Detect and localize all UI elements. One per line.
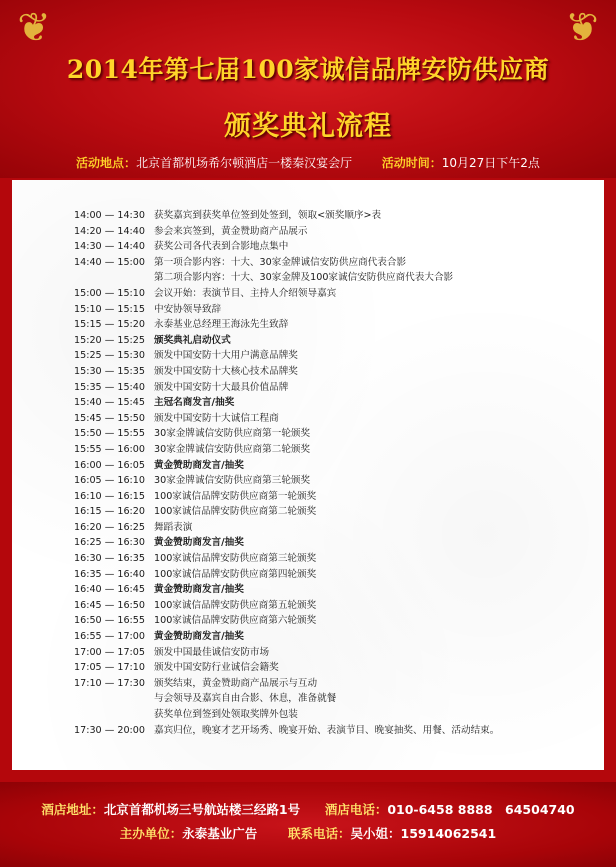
schedule-item-text: 颁发中国安防行业诚信会籍奖 <box>154 662 279 674</box>
organizer-info <box>0 824 616 842</box>
schedule-time: 17:05 — 17:10 <box>74 662 145 674</box>
hotel-address-label: 酒店地址： <box>41 802 104 817</box>
schedule-item-text: 颁奖典礼启动仪式 <box>154 334 231 346</box>
schedule-time: 15:10 — 15:15 <box>74 303 145 315</box>
schedule-item-text: 主冠名商发言/抽奖 <box>154 397 235 409</box>
schedule-time: 16:45 — 16:50 <box>74 599 145 611</box>
schedule-time: 14:40 — 15:00 <box>74 256 145 268</box>
poster-footer <box>0 782 616 867</box>
schedule-time: 15:35 — 15:40 <box>74 381 145 393</box>
schedule-time: 16:50 — 16:55 <box>74 615 145 627</box>
schedule-item-text: 30家金牌诚信安防供应商第一轮颁奖 <box>154 428 311 440</box>
schedule-time: 15:20 — 15:25 <box>74 334 145 346</box>
schedule-item-text: 100家诚信品牌安防供应商第五轮颁奖 <box>154 599 317 611</box>
schedule-item-text: 100家诚信品牌安防供应商第一轮颁奖 <box>154 490 317 502</box>
schedule-item-text: 100家诚信品牌安防供应商第三轮颁奖 <box>154 553 317 565</box>
schedule-time: 15:25 — 15:30 <box>74 350 145 362</box>
event-info <box>0 154 616 171</box>
schedule-time: 16:30 — 16:35 <box>74 553 145 565</box>
schedule-item-text: 永泰基业总经理王海泳先生致辞 <box>154 319 289 331</box>
contact-value: 吴小姐：15914062541 <box>350 826 497 841</box>
schedule-item-text: 舞蹈表演 <box>154 521 193 533</box>
schedule-item-text: 100家诚信品牌安防供应商第六轮颁奖 <box>154 615 317 627</box>
schedule-item-text: 100家诚信品牌安防供应商第四轮颁奖 <box>154 568 317 580</box>
schedule-time: 17:00 — 17:05 <box>74 646 145 658</box>
schedule-item-text: 中安协领导致辞 <box>154 303 222 315</box>
schedule-time: 16:40 — 16:45 <box>74 584 145 596</box>
poster-title-line2: 颁奖典礼流程 <box>224 111 392 142</box>
corner-ornament-icon: ❦ <box>565 5 599 51</box>
schedule-time: 15:40 — 15:45 <box>74 397 145 409</box>
schedule-item-text: 颁发中国最佳诚信安防市场 <box>154 646 270 658</box>
schedule-time: 16:05 — 16:10 <box>74 475 145 487</box>
schedule-time: 16:55 — 17:00 <box>74 631 145 643</box>
schedule-time: 15:55 — 16:00 <box>74 443 145 455</box>
schedule-item-text: 获奖单位到签到处领取奖牌外包装 <box>154 709 298 720</box>
schedule-time: 17:10 — 17:30 <box>74 677 145 689</box>
contact-label: 联系电话： <box>288 826 351 841</box>
schedule-item-text: 获奖嘉宾到获奖单位签到处签到，领取<颁奖顺序>表 <box>154 210 382 221</box>
schedule-item-text: 黄金赞助商发言/抽奖 <box>154 537 244 549</box>
schedule-item-text: 颁发中国安防十大诚信工程商 <box>154 412 279 424</box>
schedule-time: 15:30 — 15:35 <box>74 365 145 377</box>
hotel-address: 北京首都机场三号航站楼三经路1号 <box>103 802 301 817</box>
schedule-time: 16:00 — 16:05 <box>74 459 145 471</box>
schedule-item-text: 黄金赞助商发言/抽奖 <box>154 584 244 596</box>
schedule-time: 15:15 — 15:20 <box>74 319 145 331</box>
schedule-item-text: 黄金赞助商发言/抽奖 <box>154 631 244 643</box>
hotel-phone: 010-6458 8888 64504740 <box>387 802 575 817</box>
schedule-item-text: 与会领导及嘉宾自由合影、休息，准备就餐 <box>154 693 337 705</box>
schedule-time: 16:35 — 16:40 <box>74 568 145 580</box>
location-label: 活动地点： <box>76 156 137 170</box>
schedule-time: 14:00 — 14:30 <box>74 210 145 221</box>
schedule-item-text: 第一项合影内容：十大、30家金牌诚信安防供应商代表合影 <box>154 256 407 268</box>
schedule-time: 17:30 — 20:00 <box>74 724 145 736</box>
schedule-time: 16:20 — 16:25 <box>74 521 145 533</box>
organizer-value: 永泰基业广告 <box>182 826 258 841</box>
schedule-item-text: 参会来宾签到，黄金赞助商产品展示 <box>154 225 308 237</box>
schedule-item-text: 第二项合影内容：十大、30家金牌及100家诚信安防供应商代表大合影 <box>154 272 454 284</box>
schedule-item-text: 30家金牌诚信安防供应商第三轮颁奖 <box>154 475 311 487</box>
schedule-item-text: 黄金赞助商发言/抽奖 <box>154 459 244 471</box>
schedule-item-text: 颁发中国安防十大核心技术品牌奖 <box>154 365 298 377</box>
schedule-item-text: 30家金牌诚信安防供应商第二轮颁奖 <box>154 443 311 455</box>
hotel-phone-label: 酒店电话： <box>324 802 388 817</box>
schedule-time: 15:00 — 15:10 <box>74 287 145 299</box>
schedule-time: 14:20 — 14:40 <box>74 225 145 237</box>
schedule-time: 16:25 — 16:30 <box>74 537 145 549</box>
time-value: 10月27日下午2点 <box>441 156 540 170</box>
schedule-item-text: 颁发中国安防十大用户满意品牌奖 <box>154 350 298 362</box>
schedule-time: 15:45 — 15:50 <box>74 412 145 424</box>
schedule-item-text: 获奖公司各代表到合影地点集中 <box>154 241 289 253</box>
schedule-time: 16:15 — 16:20 <box>74 506 145 518</box>
organizer-label: 主办单位： <box>119 826 183 841</box>
schedule-item-text: 会议开始：表演节目、主持人介绍领导嘉宾 <box>154 287 337 299</box>
schedule-panel <box>12 180 604 770</box>
schedule-item-text: 100家诚信品牌安防供应商第二轮颁奖 <box>154 506 317 518</box>
poster-header <box>0 0 616 178</box>
schedule-time: 16:10 — 16:15 <box>74 490 145 502</box>
location-value: 北京首都机场希尔顿酒店一楼秦汉宴会厅 <box>136 156 353 170</box>
time-label: 活动时间： <box>381 156 442 170</box>
poster-title-line1: 2014年第七届100家诚信品牌安防供应商 <box>66 55 550 84</box>
schedule-time: 14:30 — 14:40 <box>74 241 145 253</box>
corner-ornament-icon: ❦ <box>17 5 51 51</box>
schedule-item-text: 颁奖结束，黄金赞助商产品展示与互动 <box>154 677 318 689</box>
schedule-item-text: 颁发中国安防十大最具价值品牌 <box>154 381 289 393</box>
hotel-info <box>0 800 616 818</box>
schedule-item-text: 嘉宾归位，晚宴才艺开场秀、晚宴开始、表演节目、晚宴抽奖、用餐、活动结束。 <box>154 724 500 736</box>
schedule-time: 15:50 — 15:55 <box>74 428 145 440</box>
